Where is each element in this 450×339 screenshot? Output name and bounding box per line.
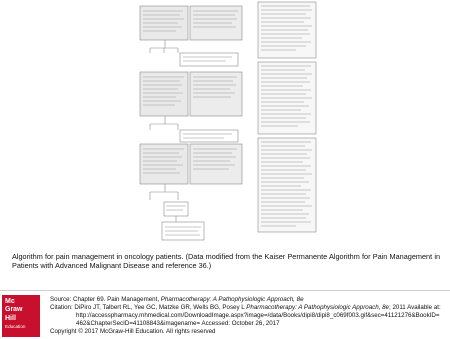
citation-line: Citation: DiPiro JT, Talbert RL, Yee GC, Matzke GR, Wells BG, Posey L Pharmacotherapy: A Pathophysiologic Approach, 8e; 2011 Available at: http://accesspharmacy.mhmedical.com/DownloadImage.aspx?image=/data/Books/dipi8/dipi8_c069f003.gif&sec=41121276&BookID=462&ChapterSecID=41108843&imagename= Accessed: October 26, 2017: [50, 304, 441, 327]
figure-caption: Algorithm for pain management in oncology patients. (Data modified from the Kaiser Permanente Algorithm for Pain Management in Patients with Advanced Malignant Disease and reference 36.): [12, 252, 440, 271]
source-block: [50, 296, 442, 336]
response-box: [180, 53, 238, 66]
source-footer: [0, 290, 450, 339]
citation-url[interactable]: http://accesspharmacy.mhmedical.com/DownloadImage.aspx?image=/data/Books/dipi8/dipi8_c069f003.gif&sec=41121276&BookID=462&ChapterSecID=41108843&imagename= Accessed: October 26, 2017: [76, 312, 440, 327]
mcgraw-hill-logo: Mc Graw Hill Education: [2, 295, 40, 337]
source-line: Source: Chapter 69. Pain Management, Pharmacotherapy: A Pathophysiologic Approach, 8e: [50, 296, 304, 303]
copyright: Copyright © 2017 McGraw-Hill Education. All rights reserved: [50, 328, 216, 335]
